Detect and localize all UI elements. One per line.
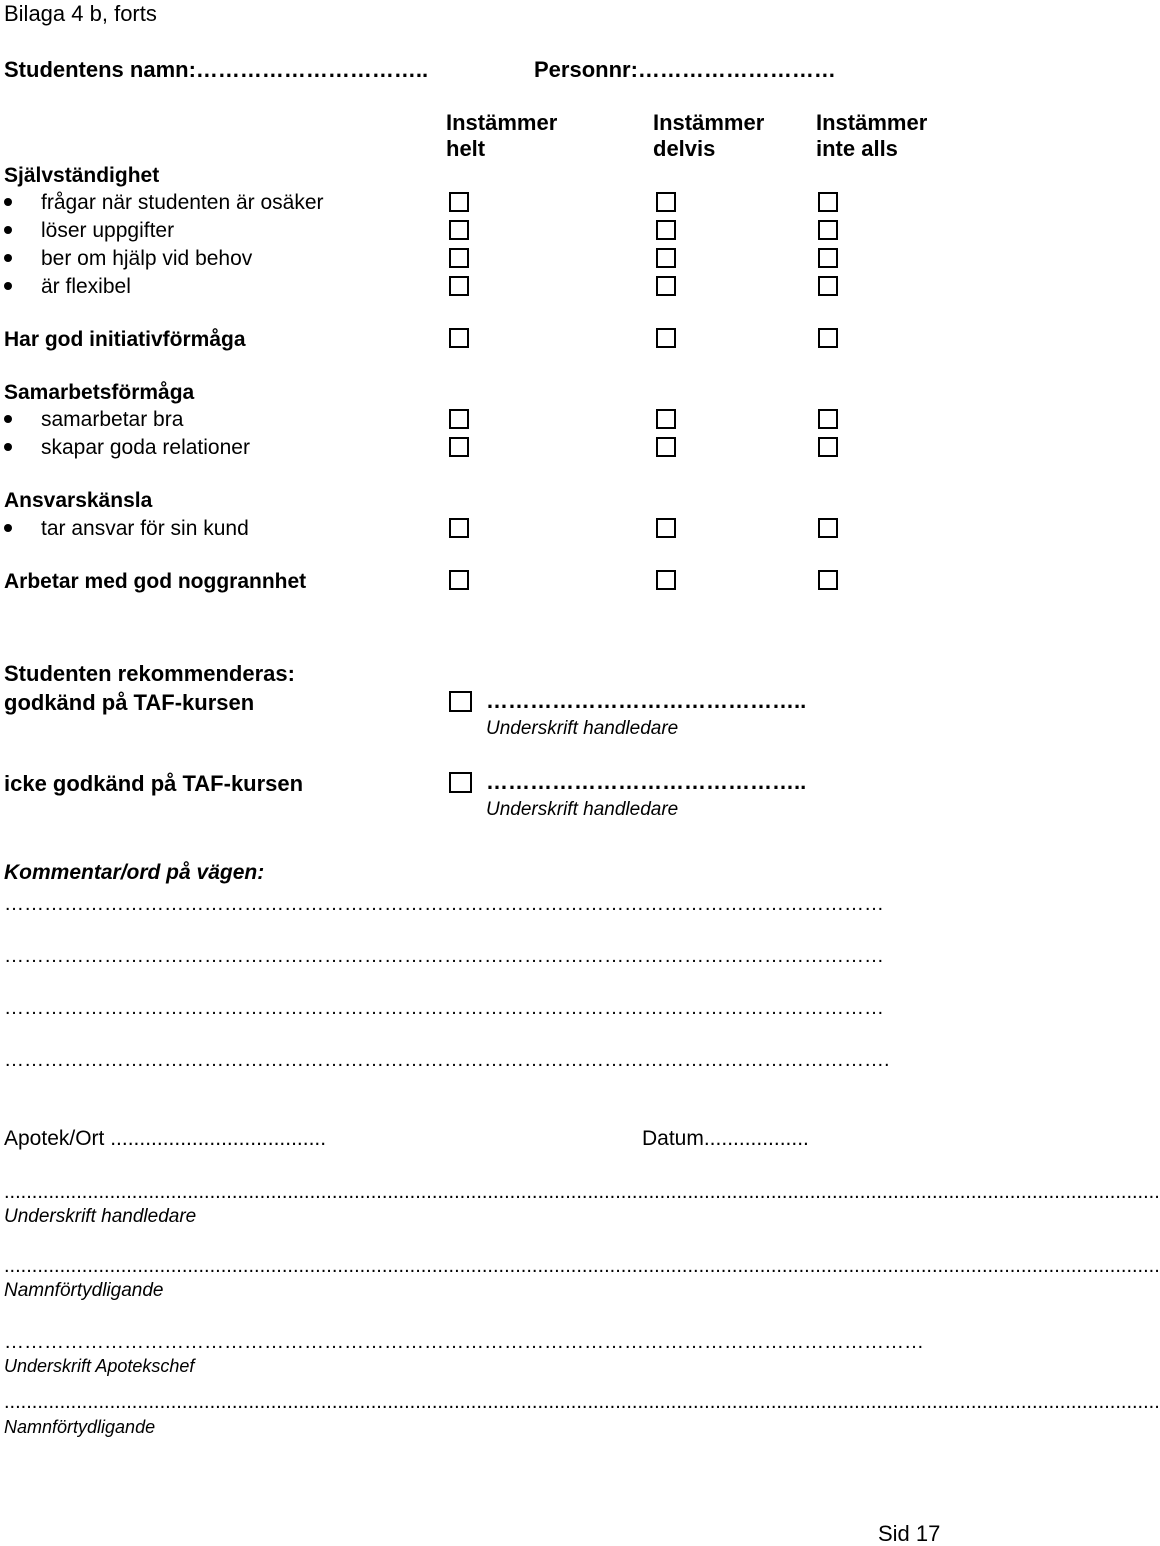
section-title-noggrannhet: Arbetar med god noggrannhet <box>4 570 307 593</box>
checkbox-hjalp-helt[interactable] <box>449 248 469 268</box>
signature-label-approved: Underskrift handledare <box>486 718 679 739</box>
checkbox-osaker-helt[interactable] <box>449 192 469 212</box>
column-header-inte-alls-line1: Instämmer <box>816 110 928 135</box>
section-title-initiativ: Har god initiativförmåga <box>4 328 246 351</box>
column-header-inte-alls-line2: inte alls <box>816 136 898 161</box>
namnfortydligande-label-2: Namnförtydligande <box>4 1417 156 1437</box>
column-header-delvis-line1: Instämmer <box>653 110 765 135</box>
checkbox-initiativ-helt[interactable] <box>449 328 469 348</box>
signature-line-approved: …………………………………….. <box>486 688 807 713</box>
comment-line-3: …………………………………………………………………………………………………………………… <box>4 997 884 1019</box>
namnfortydligande-label-1: Namnförtydligande <box>4 1280 164 1301</box>
document-title: Bilaga 4 b, forts <box>4 1 157 26</box>
item-label: tar ansvar för sin kund <box>41 517 249 540</box>
apotek-label: Apotek/Ort ..................................... <box>4 1127 327 1150</box>
column-header-inte-alls <box>816 112 927 160</box>
page-number: Sid 17 <box>878 1521 941 1546</box>
column-header-delvis-line2: delvis <box>653 136 716 161</box>
signature-label-not-approved: Underskrift handledare <box>486 799 679 820</box>
signature-line-namnfortydligande-1: ................................................................................................................................................................................................................ <box>4 1255 1160 1277</box>
checkbox-loser-inte-alls[interactable] <box>818 220 838 240</box>
checkbox-osaker-inte-alls[interactable] <box>818 192 838 212</box>
checkbox-initiativ-inte-alls[interactable] <box>818 328 838 348</box>
bullet-icon <box>4 282 12 290</box>
personnr-label: Personnr:……………………… <box>534 57 836 82</box>
underskrift-apotekschef-label: Underskrift Apotekschef <box>4 1356 195 1376</box>
item-label: skapar goda relationer <box>41 436 250 459</box>
checkbox-not-approved[interactable] <box>449 772 472 793</box>
recommendation-title: Studenten rekommenderas: <box>4 661 295 686</box>
checkbox-ansvar-helt[interactable] <box>449 518 469 538</box>
recommendation-approved-label: godkänd på TAF-kursen <box>4 690 255 715</box>
bullet-icon <box>4 198 12 206</box>
item-label: är flexibel <box>41 275 131 298</box>
datum-label: Datum.................. <box>642 1127 809 1150</box>
section-title-sjalvstandighet: Självständighet <box>4 164 160 187</box>
checkbox-ansvar-delvis[interactable] <box>656 518 676 538</box>
signature-line-not-approved: …………………………………….. <box>486 769 807 794</box>
bullet-icon <box>4 443 12 451</box>
checkbox-noggrannhet-inte-alls[interactable] <box>818 570 838 590</box>
checkbox-ansvar-inte-alls[interactable] <box>818 518 838 538</box>
checkbox-initiativ-delvis[interactable] <box>656 328 676 348</box>
item-label: frågar när studenten är osäker <box>41 191 324 214</box>
checkbox-noggrannhet-helt[interactable] <box>449 570 469 590</box>
bullet-icon <box>4 226 12 234</box>
checkbox-relationer-helt[interactable] <box>449 437 469 457</box>
column-header-delvis <box>653 112 764 160</box>
signature-line-apotekschef: ………………………………………………………………………………………………………………………… <box>4 1331 924 1353</box>
checkbox-samarbetar-helt[interactable] <box>449 409 469 429</box>
bullet-icon <box>4 415 12 423</box>
checkbox-approved[interactable] <box>449 691 472 712</box>
signature-line-handledare: ................................................................................................................................................................................................................ <box>4 1181 1160 1203</box>
underskrift-handledare-label: Underskrift handledare <box>4 1206 197 1227</box>
column-header-helt <box>446 112 557 160</box>
checkbox-loser-delvis[interactable] <box>656 220 676 240</box>
column-header-helt-line1: Instämmer <box>446 110 558 135</box>
section-title-samarbete: Samarbetsförmåga <box>4 381 195 404</box>
item-label: löser uppgifter <box>41 219 175 242</box>
comment-line-1: …………………………………………………………………………………………………………………… <box>4 893 884 915</box>
bullet-icon <box>4 524 12 532</box>
item-label: samarbetar bra <box>41 408 184 431</box>
checkbox-flexibel-delvis[interactable] <box>656 276 676 296</box>
checkbox-hjalp-inte-alls[interactable] <box>818 248 838 268</box>
column-header-helt-line2: helt <box>446 136 486 161</box>
checkbox-noggrannhet-delvis[interactable] <box>656 570 676 590</box>
comment-line-4: ……………………………………………………………………………………………………………………. <box>4 1049 890 1071</box>
checkbox-flexibel-helt[interactable] <box>449 276 469 296</box>
item-label: ber om hjälp vid behov <box>41 247 253 270</box>
bullet-icon <box>4 254 12 262</box>
comment-line-2: …………………………………………………………………………………………………………………… <box>4 945 884 967</box>
checkbox-osaker-delvis[interactable] <box>656 192 676 212</box>
section-title-ansvar: Ansvarskänsla <box>4 489 153 512</box>
checkbox-samarbetar-inte-alls[interactable] <box>818 409 838 429</box>
recommendation-not-approved-label: icke godkänd på TAF-kursen <box>4 771 304 796</box>
checkbox-flexibel-inte-alls[interactable] <box>818 276 838 296</box>
checkbox-hjalp-delvis[interactable] <box>656 248 676 268</box>
signature-line-namnfortydligande-2: ................................................................................................................................................................................................................ <box>4 1391 1160 1413</box>
student-name-label: Studentens namn:………………………….. <box>4 57 429 82</box>
checkbox-samarbetar-delvis[interactable] <box>656 409 676 429</box>
checkbox-relationer-delvis[interactable] <box>656 437 676 457</box>
checkbox-loser-helt[interactable] <box>449 220 469 240</box>
comments-title: Kommentar/ord på vägen: <box>4 861 265 884</box>
checkbox-relationer-inte-alls[interactable] <box>818 437 838 457</box>
